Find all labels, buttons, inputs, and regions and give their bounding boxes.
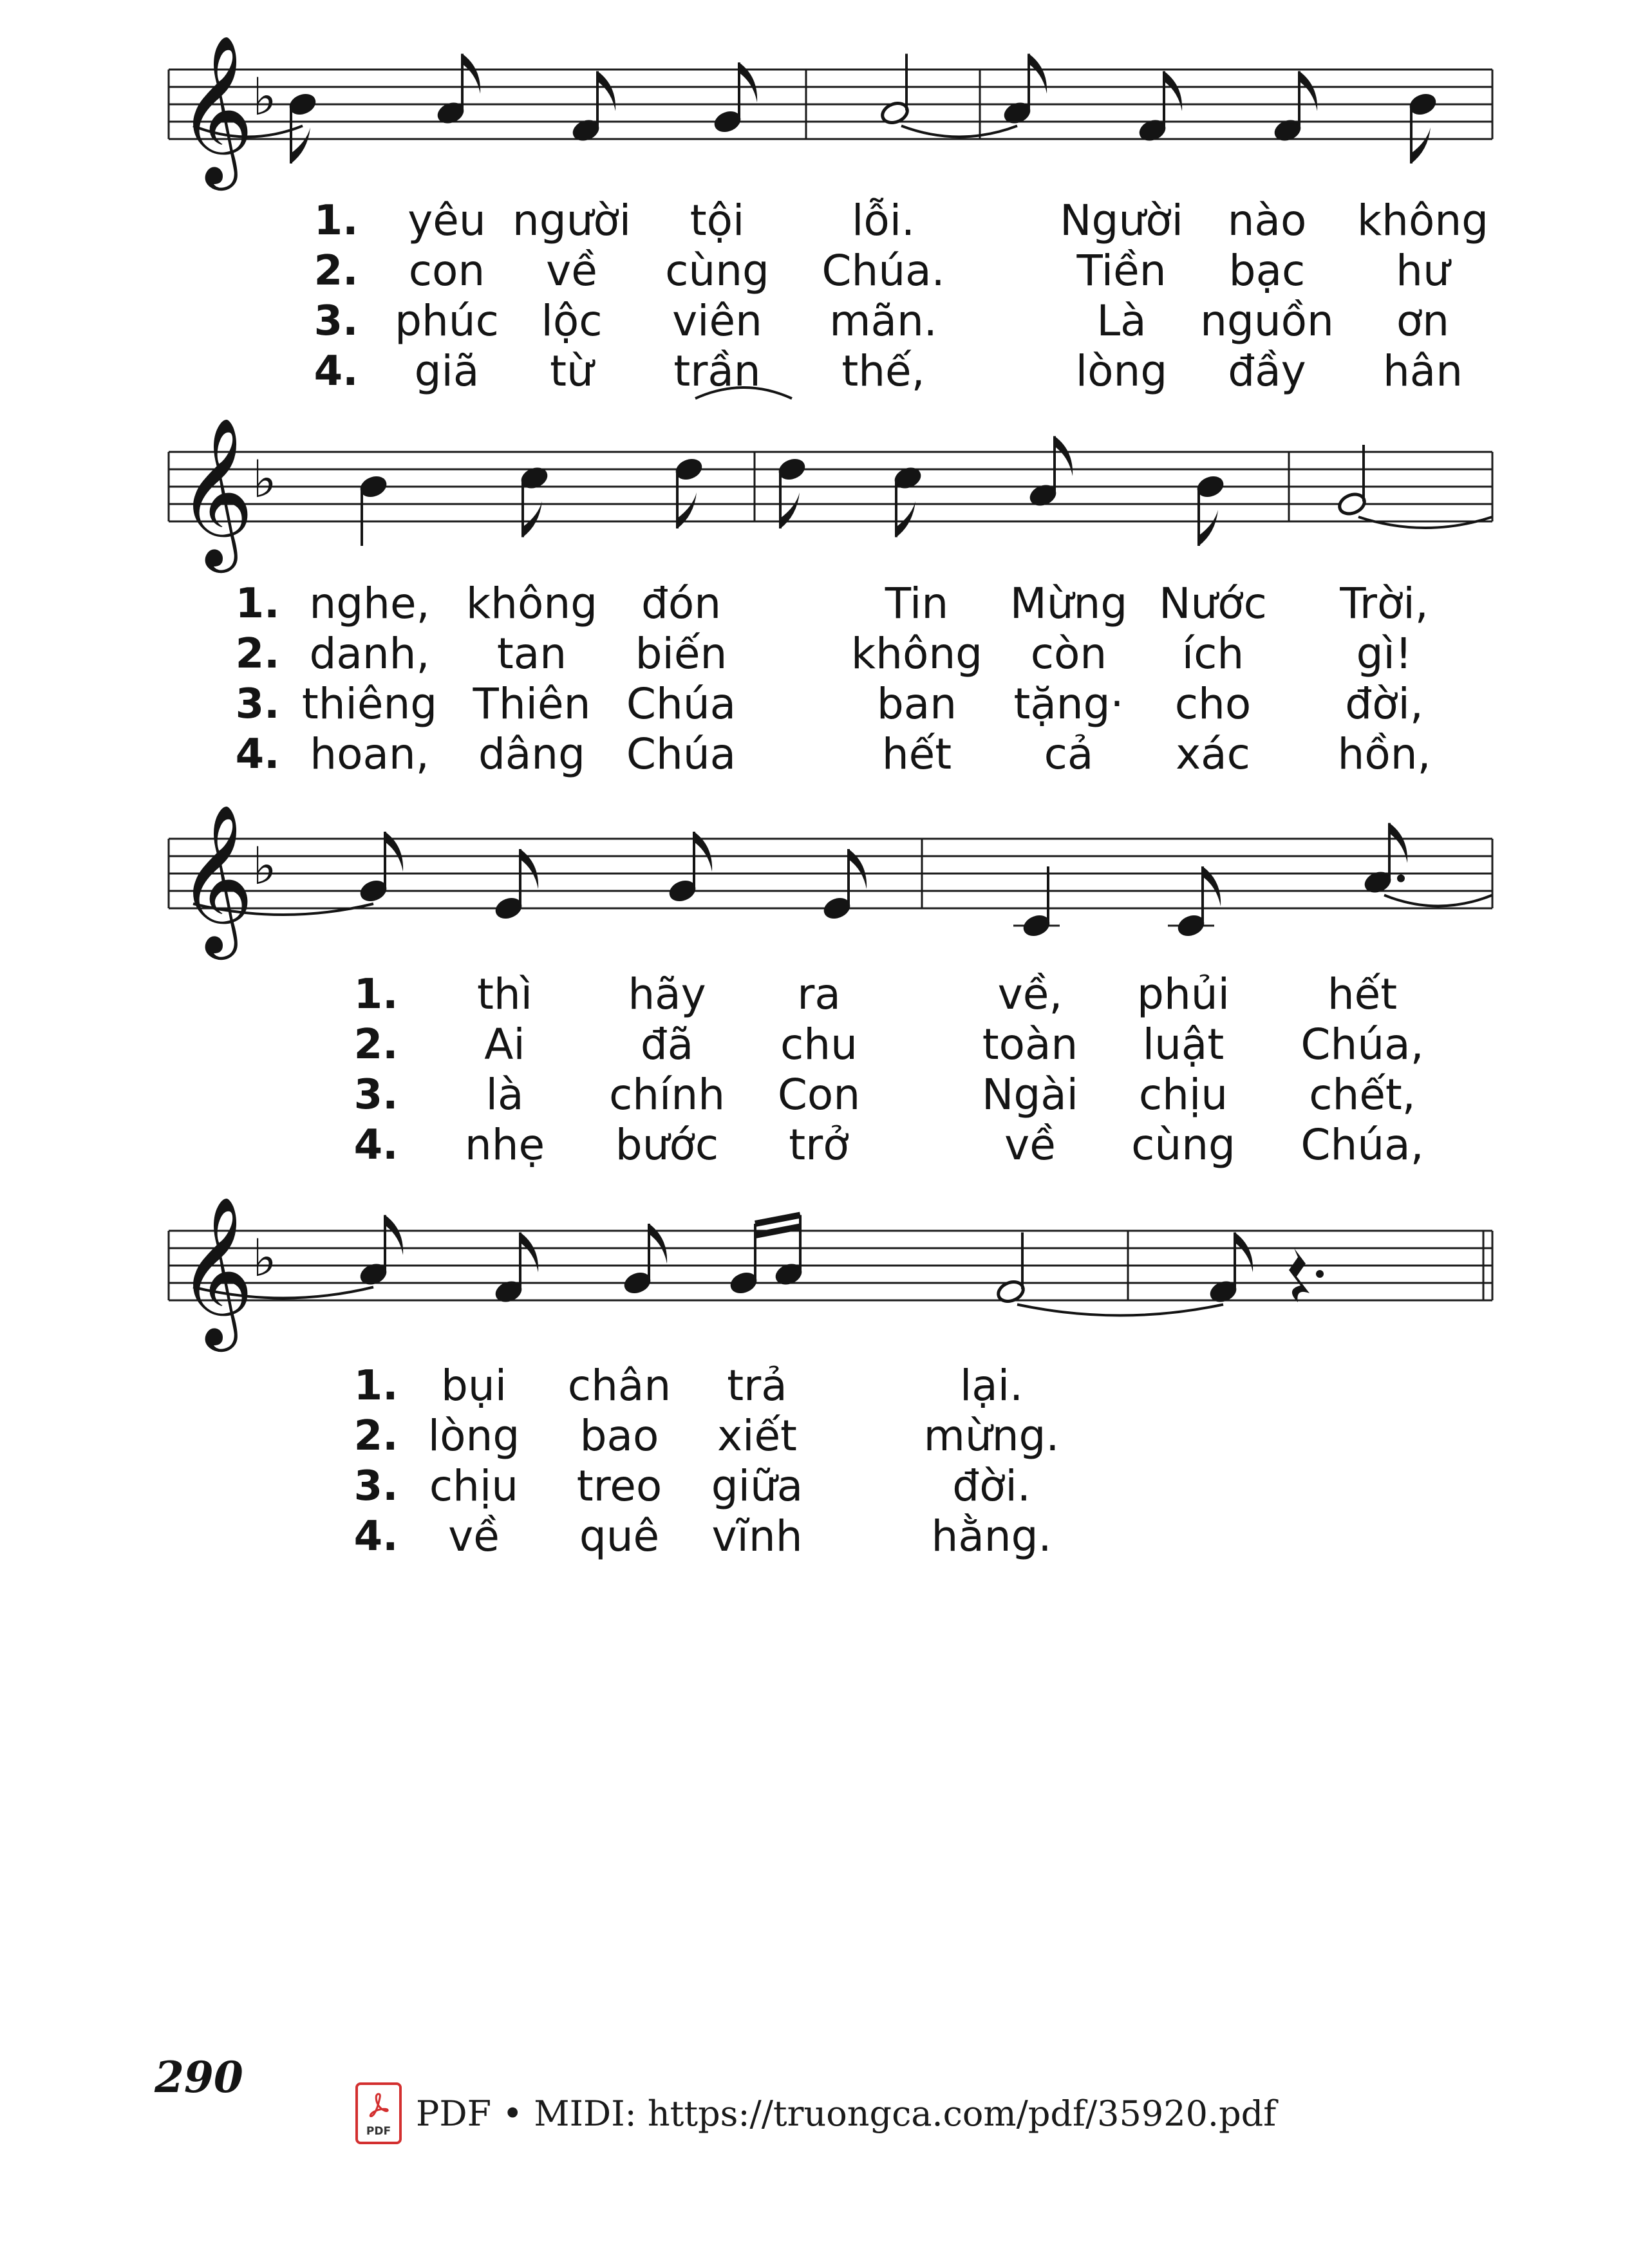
lyric-syllable: ơn xyxy=(1396,296,1450,346)
lyric-syllable: Ai xyxy=(484,1020,525,1069)
verse-number: 4. xyxy=(235,731,280,778)
lyric-syllable: bước xyxy=(615,1120,719,1170)
note-beam xyxy=(755,1227,800,1236)
lyric-syllable: nào xyxy=(1227,196,1307,245)
lyric-syllable: trả xyxy=(727,1361,787,1410)
verse-number: 3. xyxy=(314,297,359,345)
lyric-syllable: cùng xyxy=(665,246,769,295)
lyric-syllable: trần xyxy=(673,346,761,396)
note-beam xyxy=(755,1215,800,1224)
lyric-syllable: tội xyxy=(690,196,745,245)
lyric-syllable: về xyxy=(448,1511,500,1561)
lyric-syllable: chết, xyxy=(1309,1070,1416,1119)
lyric-syllable: xiết xyxy=(717,1411,797,1461)
lyric-syllable: treo xyxy=(576,1461,662,1511)
note-flag xyxy=(649,1224,667,1264)
note-flag xyxy=(1411,127,1431,164)
lyric-syllable: Chúa xyxy=(626,679,737,729)
lyric-syllable: về xyxy=(546,246,597,295)
lyric-syllable: lòng xyxy=(1075,346,1168,396)
quarter-rest xyxy=(1289,1248,1309,1302)
lyric-syllable: chu xyxy=(780,1020,858,1069)
footer-link[interactable] xyxy=(355,2078,1276,2149)
verse-number: 3. xyxy=(353,1071,399,1119)
lyric-syllable: con xyxy=(408,246,485,295)
lyric-syllable: yêu xyxy=(408,196,486,245)
verse-number: 3. xyxy=(235,680,280,728)
lyric-syllable: cho xyxy=(1174,679,1252,729)
flat-icon: ♭ xyxy=(252,67,277,127)
lyric-syllable: về, xyxy=(997,969,1063,1019)
flat-icon: ♭ xyxy=(252,1228,277,1288)
lyric-syllable: đầy xyxy=(1228,346,1306,396)
tie xyxy=(1017,1305,1223,1316)
lyric-syllable: giã xyxy=(414,346,480,396)
verse-number: 1. xyxy=(353,971,399,1018)
lyric-syllable: mừng. xyxy=(923,1411,1060,1461)
lyric-syllable: nguồn xyxy=(1200,296,1334,346)
note-flag xyxy=(849,849,867,889)
pdf-file-icon xyxy=(355,2082,402,2144)
lyric-syllable: chịu xyxy=(1138,1070,1228,1119)
verse-number: 2. xyxy=(314,247,359,295)
note-flag xyxy=(677,492,697,528)
lyric-syllable: từ xyxy=(550,346,594,396)
lyric-syllable: đời. xyxy=(952,1461,1031,1511)
note-flag xyxy=(694,832,712,872)
flat-icon: ♭ xyxy=(252,836,277,896)
verse-number: 2. xyxy=(235,630,280,678)
lyric-syllable: xác xyxy=(1176,729,1250,779)
lyric-syllable: biến xyxy=(635,629,727,678)
treble-clef-icon: 𝄞 xyxy=(178,1195,254,1345)
lyric-syllable: thiêng xyxy=(301,679,438,729)
lyric-syllable: lộc xyxy=(541,296,603,346)
lyric-syllable: bạc xyxy=(1228,246,1306,295)
treble-clef-icon: 𝄞 xyxy=(178,34,254,184)
lyric-syllable: viên xyxy=(672,296,762,346)
lyric-syllable: ra xyxy=(797,969,841,1019)
note-dot xyxy=(1397,875,1405,883)
lyric-syllable: dâng xyxy=(478,729,586,779)
lyric-syllable: luật xyxy=(1142,1020,1225,1069)
note-flag xyxy=(520,849,538,889)
lyric-syllable: Con xyxy=(777,1070,861,1119)
lyric-syllable: hư xyxy=(1396,246,1450,295)
treble-clef-icon: 𝄞 xyxy=(178,803,254,953)
note-flag xyxy=(739,62,757,102)
note-flag xyxy=(1199,510,1218,546)
lyric-syllable: Chúa xyxy=(626,729,737,779)
lyric-syllable: toàn xyxy=(982,1020,1078,1069)
lyric-syllable: danh, xyxy=(309,629,430,678)
footer-url-text[interactable]: PDF • MIDI: https://truongca.com/pdf/35920.pdf xyxy=(416,2093,1277,2134)
lyric-syllable: Chúa, xyxy=(1300,1020,1424,1069)
verse-number: 4. xyxy=(353,1121,399,1169)
note-flag xyxy=(291,127,310,164)
lyric-syllable: không xyxy=(465,579,598,628)
lyric-syllable: chính xyxy=(608,1070,726,1119)
lyric-syllable: trở xyxy=(789,1120,849,1170)
lyric-syllable: Chúa. xyxy=(821,246,945,295)
lyric-syllable: hân xyxy=(1382,346,1463,396)
lyric-syllable: Thiên xyxy=(473,679,591,729)
note-flag xyxy=(780,492,800,528)
lyric-syllable: gì! xyxy=(1356,629,1413,678)
lyric-syllable: giữa xyxy=(711,1461,803,1511)
lyric-syllable: ích xyxy=(1181,629,1244,678)
lyric-syllable: người xyxy=(512,196,632,245)
lyric-syllable: tan xyxy=(496,629,567,678)
lyric-syllable: Nước xyxy=(1159,579,1267,628)
verse-number: 4. xyxy=(314,348,359,395)
flat-icon: ♭ xyxy=(252,449,277,509)
lyric-syllable: nghe, xyxy=(309,579,430,628)
lyric-syllable: hãy xyxy=(628,969,706,1019)
lyric-syllable: thì xyxy=(476,969,533,1019)
lyric-syllable: hết xyxy=(881,729,952,779)
lyric-syllable: lòng xyxy=(427,1411,520,1461)
verse-number: 1. xyxy=(314,197,359,245)
lyric-syllable: lỗi. xyxy=(851,196,915,245)
lyric-syllable: đã xyxy=(640,1020,694,1069)
note-flag xyxy=(523,501,542,538)
lyric-syllable: nhẹ xyxy=(464,1120,545,1170)
lyric-syllable: Ngài xyxy=(981,1070,1079,1119)
lyric-syllable: Là xyxy=(1096,296,1147,346)
lyric-syllable: Tin xyxy=(885,579,949,628)
verse-number: 4. xyxy=(353,1513,399,1560)
lyric-syllable: chân xyxy=(567,1361,671,1410)
lyric-syllable: mãn. xyxy=(829,296,937,346)
lyric-syllable: Tiền xyxy=(1076,246,1167,295)
lyric-syllable: là xyxy=(485,1070,524,1119)
verse-number: 1. xyxy=(353,1362,399,1410)
lyric-syllable: cả xyxy=(1044,729,1094,779)
verse-number: 3. xyxy=(353,1463,399,1510)
lyric-syllable: tặng· xyxy=(1013,679,1124,729)
lyric-syllable: hết xyxy=(1327,969,1398,1019)
lyric-syllable: vĩnh xyxy=(711,1511,803,1561)
tie xyxy=(1384,895,1492,906)
lyric-syllable: Chúa, xyxy=(1300,1120,1424,1170)
lyric-syllable: không xyxy=(1356,196,1489,245)
lyric-syllable: chịu xyxy=(429,1461,519,1511)
tie xyxy=(901,126,1017,137)
verse-number: 1. xyxy=(235,580,280,628)
treble-clef-icon: 𝄞 xyxy=(178,416,254,566)
lyric-syllable: đón xyxy=(641,579,722,628)
lyric-syllable: hoan, xyxy=(310,729,429,779)
lyric-syllable: phúc xyxy=(395,296,499,346)
lyric-syllable: đời, xyxy=(1345,679,1423,729)
lyric-syllable: Mừng xyxy=(1009,579,1128,628)
note-flag xyxy=(385,832,403,872)
verse-number: 2. xyxy=(353,1021,399,1069)
pdf-icon-label: PDF xyxy=(366,2125,391,2138)
lyric-syllable: về xyxy=(1004,1120,1056,1170)
lyric-syllable: quê xyxy=(579,1511,660,1561)
lyric-syllable: bao xyxy=(579,1411,659,1461)
note-flag xyxy=(896,501,915,538)
rest-dot xyxy=(1316,1270,1324,1278)
lyric-syllable: thế, xyxy=(841,346,925,396)
note-flag xyxy=(1203,866,1221,906)
lyric-syllable: phủi xyxy=(1137,969,1230,1019)
lyric-syllable: hằng. xyxy=(931,1511,1052,1561)
lyric-syllable: bụi xyxy=(440,1361,507,1410)
page-number: 290 xyxy=(155,2052,243,2102)
lyric-syllable: Trời, xyxy=(1340,579,1429,628)
lyric-syllable: không xyxy=(850,629,983,678)
lyric-syllable: Người xyxy=(1060,196,1183,245)
lyric-syllable: cùng xyxy=(1131,1120,1235,1170)
lyric-syllable: hồn, xyxy=(1337,729,1431,779)
verse-number: 2. xyxy=(353,1412,399,1460)
lyric-syllable: lại. xyxy=(959,1361,1024,1410)
lyric-syllable: còn xyxy=(1030,629,1107,678)
lyric-syllable: ban xyxy=(876,679,957,729)
